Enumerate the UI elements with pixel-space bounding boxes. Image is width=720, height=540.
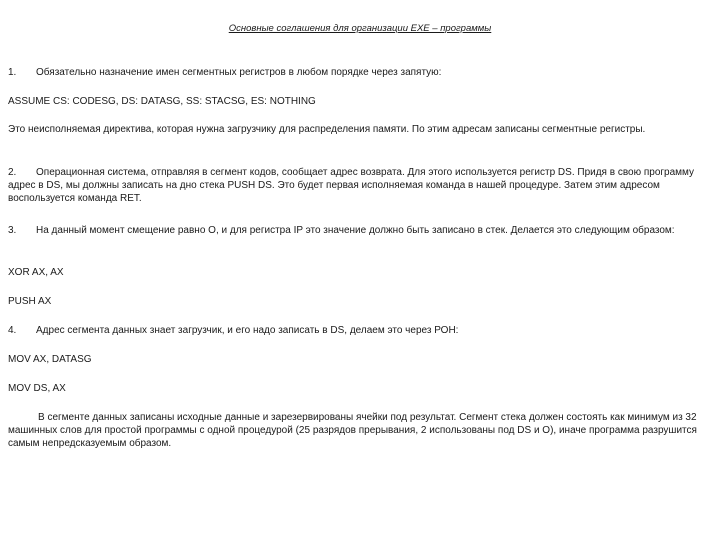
code-mov-ds: MOV DS, AX <box>8 383 66 394</box>
document-title: Основные соглашения для организации EXE – программы <box>228 23 492 34</box>
list-item-1 <box>8 66 710 79</box>
item-number: 1. <box>8 67 17 78</box>
item-number: 4. <box>8 325 17 336</box>
code-push: PUSH AX <box>8 296 52 307</box>
item-text: Адрес сегмента данных знает загрузчик, и его надо записать в DS, делаем это через РОН: <box>36 325 459 336</box>
list-item-4 <box>8 324 710 337</box>
paragraph-directive-note: Это неисполняемая директива, которая нужна загрузчику для распределения памяти. По этим адресам записаны сегментные регистры. <box>8 124 646 135</box>
assume-directive: ASSUME CS: CODESG, DS: DATASG, SS: STACSG, ES: NOTHING <box>8 96 316 107</box>
paragraph-segments <box>8 411 710 450</box>
item-text: На данный момент смещение равно О, и для регистра IP это значение должно быть записано в стек. Делается это следующим образом: <box>36 225 675 236</box>
item-number: 3. <box>8 225 17 236</box>
list-item-3 <box>8 224 710 237</box>
paragraph-text: В сегменте данных записаны исходные данные и зарезервированы ячейки под результат. Сегмент стека должен состоять как минимум из 32 машинных слов для простой программы с одной процедурой (25 разрядов прерывания, 2 использованы под DS и О), иначе программа разрушится самым непредсказуемым образом. <box>8 412 697 449</box>
list-item-2 <box>8 166 710 205</box>
item-text: Операционная система, отправляя в сегмент кодов, сообщает адрес возврата. Для этого используется регистр DS. Придя в свою программу адрес в DS, мы должны записать на дно стека PUSH DS. Это будет первая исполняемая команда в нашей процедуре. Затем этим адресом воспользуется команда RET. <box>8 167 695 204</box>
item-text: Обязательно назначение имен сегментных регистров в любом порядке через запятую: <box>36 67 442 78</box>
item-number: 2. <box>8 167 17 178</box>
code-xor: XOR AX, AX <box>8 267 64 278</box>
code-mov-ax: MOV AX, DATASG <box>8 354 92 365</box>
